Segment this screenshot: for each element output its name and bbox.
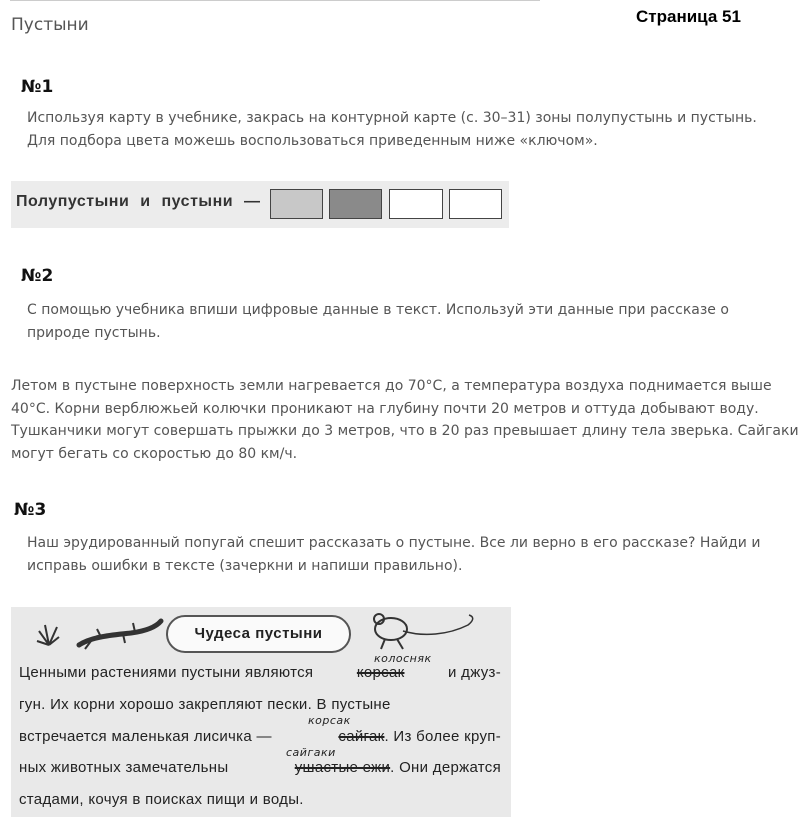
text-span: встречается маленькая лисичка — <box>19 728 272 745</box>
handwritten-correction: корсак <box>308 714 351 727</box>
text-span: ных животных замечательны <box>19 759 229 776</box>
excerpt-line-5: стадами, кочуя в поисках пищи и воды. <box>19 791 304 808</box>
jerboa-icon <box>363 607 483 652</box>
struck-word: ушастые ежи <box>294 759 391 776</box>
excerpt-line-4 <box>19 759 501 776</box>
handwritten-correction: сайгаки <box>286 746 336 759</box>
empty-swatch <box>449 189 502 219</box>
banner-title: Чудеса пустыни <box>194 625 323 642</box>
text-span: . Они держатся <box>390 759 501 776</box>
textbook-excerpt <box>11 607 511 817</box>
excerpt-line-1 <box>19 664 501 681</box>
task3-text: Наш эрудированный попугай спешит рассказать о пустыне. Все ли верно в его рассказе? Найди и исправь ошибки в тексте (зачеркни и напиши правильно). <box>27 535 761 574</box>
task2-text: С помощью учебника впиши цифровые данные в текст. Используй эти данные при рассказе о природе пустынь. <box>27 302 729 341</box>
excerpt-line-3 <box>19 728 501 745</box>
section-title: Пустыни <box>11 15 89 35</box>
struck-word: сайгак <box>338 728 385 745</box>
semidesert-swatch <box>270 189 323 219</box>
task2-answer: Летом в пустыне поверхность земли нагревается до 70°С, а температура воздуха поднимается выше 40°С. Корни верблюжьей колючки проникают на глубину почти 20 метров и оттуда добывают воду. Тушканчики могут совершать прыжки до 3 метров, что в 20 раз превышает длину тела зверька. Сайгаки могут бегать со скоростью до 80 км/ч. <box>11 378 799 462</box>
task2-number: №2 <box>21 266 54 286</box>
task1-text: Используя карту в учебнике, закрась на контурной карте (с. 30–31) зоны полупустынь и пустынь. Для подбора цвета можешь воспользоваться приведенным ниже «ключом». <box>27 110 757 149</box>
plant-lizard-icon <box>31 615 171 655</box>
text-span: . Из более круп- <box>384 728 501 745</box>
chapter-banner <box>166 615 351 653</box>
color-key-legend <box>11 181 509 228</box>
excerpt-line-2: гун. Их корни хорошо закрепляют пески. В пустыне <box>19 696 391 713</box>
task3-number: №3 <box>14 500 47 520</box>
top-divider <box>10 0 540 1</box>
empty-swatch <box>389 189 443 219</box>
legend-label: Полупустыни и пустыни — <box>16 193 261 210</box>
task1-number: №1 <box>21 77 54 97</box>
handwritten-correction: колосняк <box>374 652 432 665</box>
struck-word: корсак <box>356 664 405 681</box>
text-span: и джуз- <box>448 664 501 681</box>
text-span: Ценными растениями пустыни являются <box>19 664 314 681</box>
desert-swatch <box>329 189 382 219</box>
page-number: Страница 51 <box>636 7 741 26</box>
